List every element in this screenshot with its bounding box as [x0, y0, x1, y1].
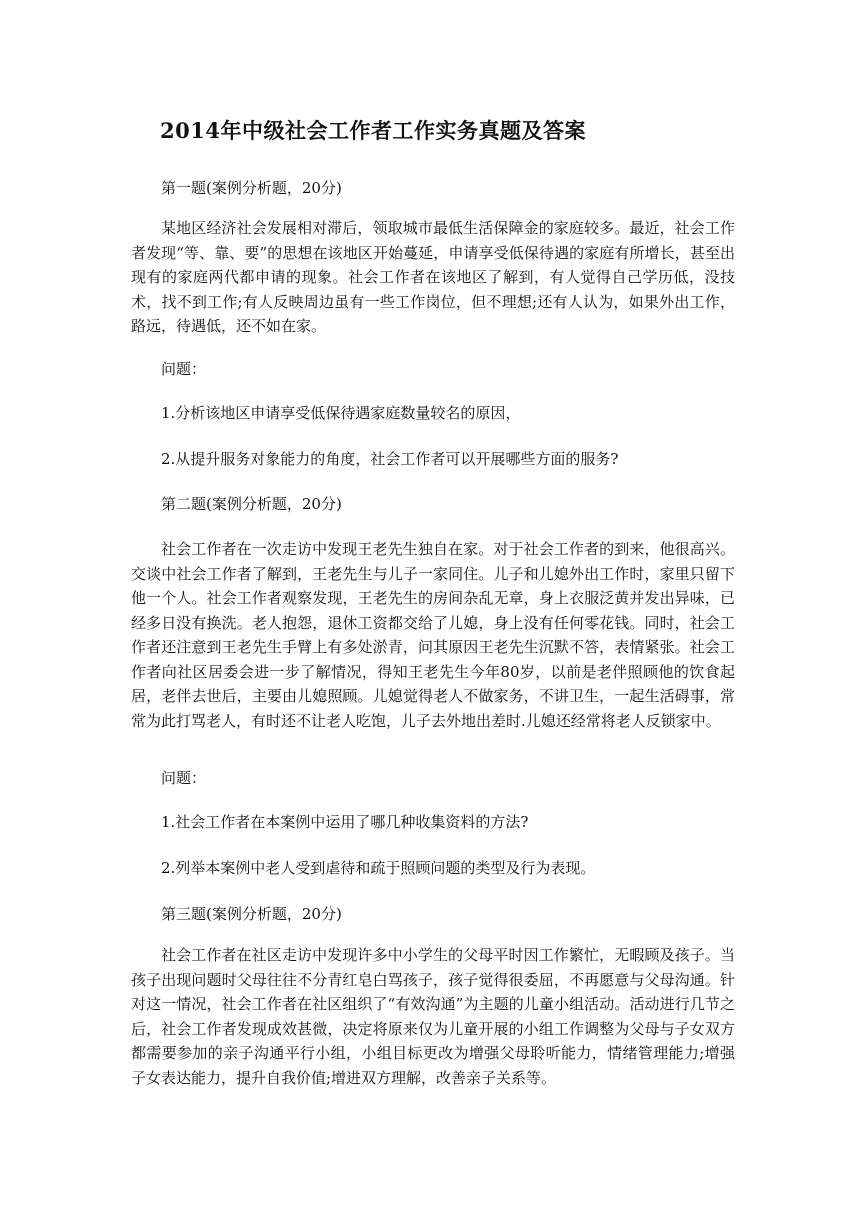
q2-questions-label: 问题： [161, 769, 207, 787]
q1-question-1: 1.分析该地区申请享受低保待遇家庭数量较名的原因， [161, 404, 521, 422]
q1-header: 第一题(案例分析题，20分) [161, 179, 342, 197]
q1-case-text: 某地区经济社会发展相对滞后，领取城市最低生活保障金的家庭较多。最近，社会工作者发现“等、靠、要”的思想在该地区开始蔓延，申请享受低保待遇的家庭有所增长，甚至出现有的家庭两代都申请的现象。社会工作者在该地区了解到，有人觉得自己学历低，没技术，找不到工作;有人反映周边虽有一些工作岗位，但不理想;还有人认为，如果外出工作，路远，待遇低，还不如在家。 [131, 219, 735, 335]
q3-case-text: 社会工作者在社区走访中发现许多中小学生的父母平时因工作繁忙，无暇顾及孩子。当孩子出现问题时父母往往不分青红皂白骂孩子，孩子觉得很委屈，不再愿意与父母沟通。针对这一情况，社会工作者在社区组织了“有效沟通”为主题的儿童小组活动。活动进行几节之后，社会工作者发现成效甚微，决定将原来仅为儿童开展的小组工作调整为父母与子女双方都需要参加的亲子沟通平行小组，小组目标更改为增强父母聆听能力，情绪管理能力;增强子女表达能力，提升自我价值;增进双方理解，改善亲子关系等。 [131, 946, 735, 1087]
q1-question-2: 2.从提升服务对象能力的角度，社会工作者可以开展哪些方面的服务? [161, 450, 619, 468]
q2-question-2: 2.列举本案例中老人受到虐待和疏于照顾问题的类型及行为表现。 [161, 859, 596, 877]
q2-header: 第二题(案例分析题，20分) [161, 495, 342, 513]
document-title: 2014年中级社会工作者工作实务真题及答案 [160, 118, 586, 143]
q3-header: 第三题(案例分析题，20分) [161, 905, 342, 923]
q2-question-1: 1.社会工作者在本案例中运用了哪几种收集资料的方法? [161, 813, 529, 831]
q2-case-text: 社会工作者在一次走访中发现王老先生独自在家。对于社会工作者的到来，他很高兴。交谈中社会工作者了解到，王老先生与儿子一家同住。儿子和儿媳外出工作时，家里只留下他一个人。社会工作者观察发现，王老先生的房间杂乱无章，身上衣服泛黄并发出异味，已经多日没有换洗。老人抱怨，退休工资都交给了儿媳，身上没有任何零花钱。同时，社会工作者还注意到王老先生手臂上有多处淤青，问其原因王老先生沉默不答，表情紧张。社会工作者向社区居委会进一步了解情况，得知王老先生今年80岁，以前是老伴照顾他的饮食起居，老伴去世后，主要由儿媳照顾。儿媳觉得老人不做家务，不讲卫生，一起生活碍事，常常为此打骂老人，有时还不让老人吃饱，儿子去外地出差时.儿媳还经常将老人反锁家中。 [131, 540, 735, 730]
q1-questions-label: 问题： [161, 360, 207, 378]
